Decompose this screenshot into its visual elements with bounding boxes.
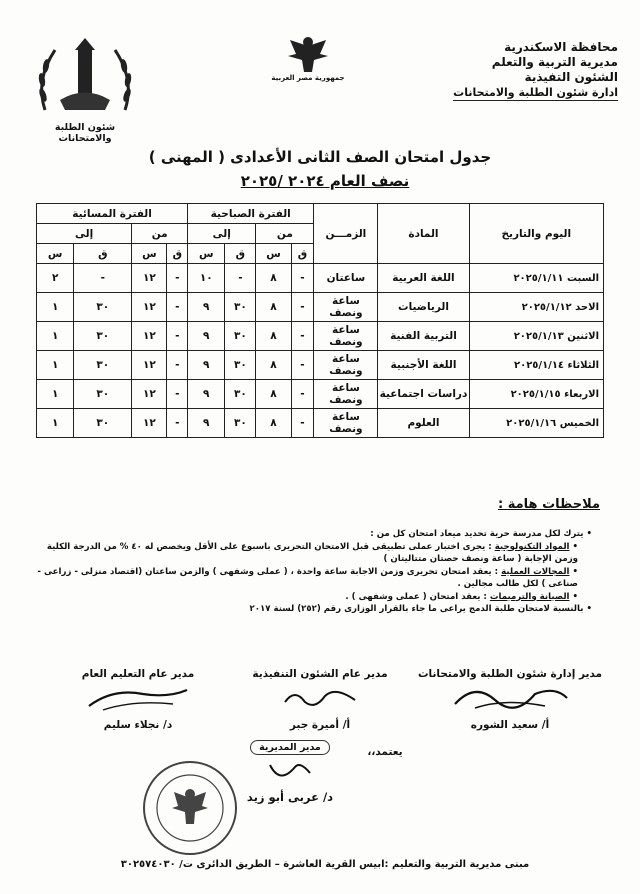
cell-day-date — [469, 380, 604, 409]
cell-time: ٣٠ — [74, 351, 132, 380]
signature-3-title: مدير عام التعليم العام — [81, 668, 195, 680]
cell-time: ٨ — [256, 351, 291, 380]
header-block — [388, 40, 618, 101]
cell-time: ١ — [37, 293, 74, 322]
note-3-text: : يعقد امتحان ( عملى وشفهى ) . — [345, 591, 487, 602]
header-day-date: اليوم والتاريخ — [469, 204, 604, 264]
cell-time: ١ — [37, 380, 74, 409]
cell-time: - — [225, 264, 256, 293]
official-stamp — [140, 758, 240, 858]
note-2-text: : يعقد امتحان تحريرى وزمن الاجابة ساعة واحدة ، ( عملى وشفهى ) والزمن ساعتان (اقتصاد منزلى - زراعى - صناعى ) لكل طالب مجالين . — [37, 566, 578, 589]
cell-time: ٣٠ — [225, 380, 256, 409]
document-subtitle: نصف العام ٢٠٢٤ /٢٠٢٥ — [240, 172, 410, 190]
cell-time: ١٢ — [132, 409, 167, 438]
cell-time: ٣٠ — [225, 409, 256, 438]
signature-3-scribble — [83, 680, 193, 716]
cell-time: ٣٠ — [225, 293, 256, 322]
header-duration: الزمـــن — [314, 204, 378, 264]
cell-date: ٢٠٢٥/١/١٤ — [514, 359, 565, 371]
director-block — [230, 740, 350, 804]
cell-time: - — [291, 380, 314, 409]
cell-time: ٩ — [188, 293, 225, 322]
note-3-label: الصيانة والترميمات — [489, 591, 570, 602]
cell-time: - — [167, 351, 188, 380]
cell-time: ٨ — [256, 380, 291, 409]
cell-time: ٩ — [188, 409, 225, 438]
header-line-1: محافظة الاسكندرية — [504, 40, 618, 54]
cell-time: ٣٠ — [74, 293, 132, 322]
eagle-emblem — [268, 34, 348, 84]
cell-time: - — [291, 351, 314, 380]
signature-2-scribble — [275, 680, 365, 716]
header-q: ق — [225, 244, 256, 264]
cell-time: ٩ — [188, 351, 225, 380]
header-morning-from: من — [256, 224, 314, 244]
cell-day-date — [469, 409, 604, 438]
cell-duration: ساعة ونصف — [314, 351, 378, 380]
table-row — [37, 322, 604, 351]
header-q: ق — [74, 244, 132, 264]
cell-time: ١٢ — [132, 351, 167, 380]
cell-subject: العلوم — [378, 409, 469, 438]
cell-subject: دراسات اجتماعية — [378, 380, 469, 409]
header-s: س — [37, 244, 74, 264]
cell-day-date — [469, 322, 604, 351]
notes-title: ملاحظات هامة : — [498, 497, 600, 512]
cell-duration: ساعتان — [314, 264, 378, 293]
cell-time: - — [291, 409, 314, 438]
signature-2-title: مدير عام الشئون التنفيذية — [252, 668, 388, 680]
header-s: س — [132, 244, 167, 264]
cell-day: الثلاثاء — [567, 359, 599, 371]
header-evening-to: إلى — [37, 224, 132, 244]
director-signature-scribble — [250, 755, 330, 787]
cell-time: ١ — [37, 351, 74, 380]
cell-time: - — [167, 409, 188, 438]
cell-day-date — [469, 293, 604, 322]
signature-1-name: أ/ سعيد الشوره — [470, 719, 550, 731]
note-1-text: : يجرى اختبار عملى تطبيقى قبل الامتحان التحريرى باسبوع على الأقل ويخصص له ٤٠ % من الدرجة الكلية وزمن الإجابة ( ساعة ونصف حصتان متتاليتان ) — [46, 541, 578, 564]
cell-time: ٩ — [188, 322, 225, 351]
signature-1 — [410, 668, 610, 731]
table-row — [37, 293, 604, 322]
cell-subject: التربية الفنية — [378, 322, 469, 351]
header-line-3: الشئون التفيذية — [524, 70, 618, 84]
director-title: مدير المديرية — [250, 740, 330, 755]
cell-subject: اللغة الأجنبية — [378, 351, 469, 380]
header-morning-to: إلى — [188, 224, 256, 244]
cell-subject: اللغة العربية — [378, 264, 469, 293]
cell-date: ٢٠٢٥/١/١١ — [513, 272, 564, 284]
exam-schedule-table — [36, 203, 604, 438]
note-1-label: المواد التكنولوجية — [494, 541, 570, 552]
cell-day-date — [469, 264, 604, 293]
header-morning: الفترة الصباحية — [188, 204, 314, 224]
cell-time: ٨ — [256, 409, 291, 438]
cell-time: - — [74, 264, 132, 293]
director-name: د/ عربى أبو زيد — [246, 790, 334, 804]
signature-1-title: مدير إدارة شئون الطلبة والامتحانات — [417, 668, 603, 680]
header-evening-from: من — [132, 224, 188, 244]
cell-day: الاثنين — [567, 330, 599, 342]
cell-duration: ساعة ونصف — [314, 293, 378, 322]
cell-time: - — [291, 293, 314, 322]
cell-subject: الرياضيات — [378, 293, 469, 322]
cell-time: - — [291, 264, 314, 293]
cell-time: ١٠ — [188, 264, 225, 293]
header-line-4: ادارة شئون الطلبة والامتحانات — [453, 86, 618, 99]
cell-time: ٨ — [256, 322, 291, 351]
header-q: ق — [291, 244, 314, 264]
cell-date: ٢٠٢٥/١/١٢ — [521, 301, 572, 313]
table-row — [37, 264, 604, 293]
cell-time: ١٢ — [132, 322, 167, 351]
cell-date: ٢٠٢٥/١/١٣ — [513, 330, 564, 342]
cell-time: - — [167, 322, 188, 351]
cell-time: ٢ — [37, 264, 74, 293]
cell-time: ٩ — [188, 380, 225, 409]
cell-date: ٢٠٢٥/١/١٦ — [506, 417, 557, 429]
signature-1-scribble — [445, 680, 575, 716]
cell-time: - — [167, 380, 188, 409]
table-row — [37, 409, 604, 438]
header-subject: المادة — [378, 204, 469, 264]
cell-time: ٨ — [256, 293, 291, 322]
cell-day: السبت — [566, 272, 599, 284]
cell-time: ١ — [37, 409, 74, 438]
cell-day-date — [469, 351, 604, 380]
notes-block: • يترك لكل مدرسة حرية تحديد ميعاد امتحان كل من : • المواد التكنولوجية : يجرى اختبار عملى تطبيقى قبل الامتحان التحريرى باسبوع على الأقل ويخصص له ٤٠ % من الدرجة الكلية وزمن الإجابة ( ساعة ونصف حصتان متتاليتان ) • المجالات العملية : يعقد امتحان تحريرى وزمن الاجابة ساعة واحدة ، ( عملى وشفهى ) والزمن ساعتان (اقتصاد منزلى - زراعى - صناعى ) لكل طالب مجالين . • الصيانة والترميمات : يعقد امتحان ( عملى وشفهى ) . • بالنسبة لامتحان طلبة الدمج يراعى ما جاء بالقرار الوزارى رقم (٢٥٢) لسنة ٢٠١٧ — [37, 529, 592, 614]
department-logo — [30, 30, 140, 144]
cell-time: - — [167, 293, 188, 322]
header-evening: الفترة المسائية — [37, 204, 188, 224]
table-row — [37, 380, 604, 409]
header-s: س — [188, 244, 225, 264]
header-q: ق — [167, 244, 188, 264]
cell-day: الخميس — [559, 417, 599, 429]
signature-3 — [58, 668, 218, 731]
cell-time: ١٢ — [132, 264, 167, 293]
note-2-label: المجالات العملية — [501, 566, 570, 577]
cell-time: ٣٠ — [74, 322, 132, 351]
cell-time: ١٢ — [132, 293, 167, 322]
cell-duration: ساعة ونصف — [314, 380, 378, 409]
footer-address: مبنى مديرية التربية والتعليم :ابيس القرية العاشرة – الطريق الدائرى ت/ ٣٠٢٥٧٤٠٣٠ — [120, 859, 530, 870]
cell-time: ١٢ — [132, 380, 167, 409]
note-4: بالنسبة لامتحان طلبة الدمج يراعى ما جاء بالقرار الوزارى رقم (٢٥٢) لسنة ٢٠١٧ — [249, 604, 584, 614]
cell-time: ٨ — [256, 264, 291, 293]
cell-date: ٢٠٢٥/١/١٥ — [510, 388, 561, 400]
approval-label: يعتمد،، — [367, 746, 403, 758]
header-s: س — [256, 244, 291, 264]
signature-3-name: د/ نجلاء سليم — [103, 719, 173, 731]
logo-caption: شئون الطلبة والامتحانات — [54, 122, 116, 144]
cell-duration: ساعة ونصف — [314, 322, 378, 351]
emblem-caption: جمهورية مصر العربية — [271, 74, 345, 82]
cell-time: ٣٠ — [74, 380, 132, 409]
signature-2-name: أ/ أميرة جبر — [289, 719, 351, 731]
cell-time: ٣٠ — [74, 409, 132, 438]
cell-time: - — [291, 322, 314, 351]
cell-duration: ساعة ونصف — [314, 409, 378, 438]
cell-time: - — [167, 264, 188, 293]
cell-day: الاربعاء — [564, 388, 599, 400]
cell-time: ٣٠ — [225, 351, 256, 380]
notes-intro: يترك لكل مدرسة حرية تحديد ميعاد امتحان كل من : — [370, 529, 584, 539]
document-title: جدول امتحان الصف الثانى الأعدادى ( المهنى ) — [148, 148, 492, 166]
header-line-2: مديرية التربية والتعلم — [491, 55, 618, 69]
cell-day: الاحد — [575, 301, 599, 313]
signature-2 — [230, 668, 410, 731]
cell-time: ١ — [37, 322, 74, 351]
cell-time: ٣٠ — [225, 322, 256, 351]
table-row — [37, 351, 604, 380]
